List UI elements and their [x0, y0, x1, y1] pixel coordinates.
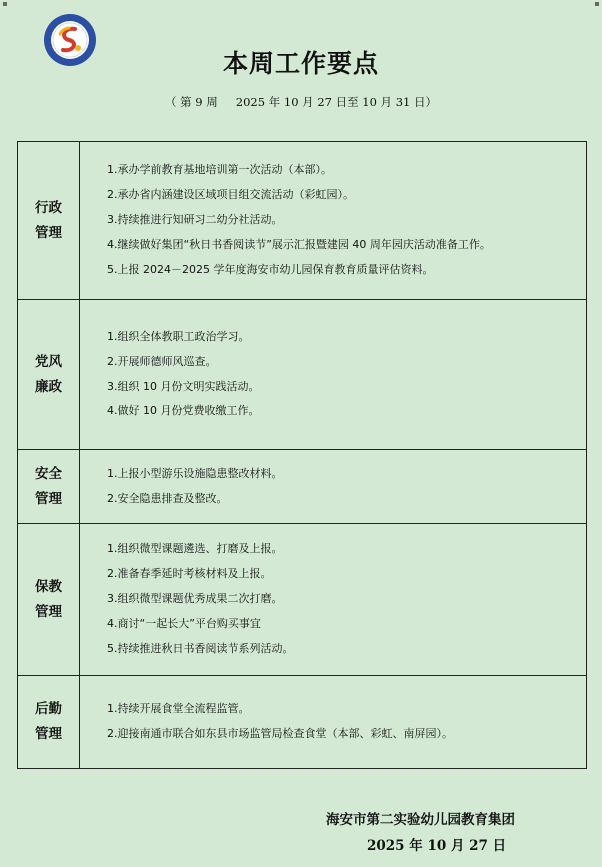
category-line: 廉政	[35, 378, 62, 395]
plan-item: 5.上报 2024－2025 学年度海安市幼儿园保育教育质量评估资料。	[107, 262, 434, 276]
plan-item: 2.承办省内涵建设区域项目组交流活动（彩虹园）。	[107, 188, 354, 202]
plan-item: 2.准备春季延时考核材料及上报。	[107, 567, 272, 581]
items-cell	[80, 676, 587, 769]
category-line: 管理	[35, 726, 62, 742]
plan-item: 1.持续开展食堂全流程监管。	[107, 702, 250, 716]
corner-mark-left	[3, 2, 7, 6]
plan-row	[18, 300, 587, 450]
plan-item: 1.上报小型游乐设施隐患整改材料。	[107, 466, 283, 480]
plan-item: 1.承办学前教育基地培训第一次活动（本部）。	[107, 163, 332, 177]
plan-row	[18, 450, 587, 524]
week-label: （ 第 9 周	[165, 95, 218, 109]
plan-row	[18, 524, 587, 676]
items-cell	[80, 524, 587, 676]
category-line: 行政	[35, 199, 62, 216]
week-subtitle	[0, 94, 602, 110]
category-line: 后勤	[35, 701, 62, 717]
category-cell	[18, 300, 80, 450]
plan-row	[18, 676, 587, 769]
work-plan-table	[17, 141, 587, 769]
category-cell	[18, 450, 80, 524]
plan-item: 4.做好 10 月份党费收缴工作。	[107, 404, 260, 418]
category-line: 管理	[35, 490, 62, 507]
page-title: 本周工作要点	[222, 49, 379, 78]
plan-item: 2.安全隐患排查及整改。	[107, 491, 228, 505]
plan-item: 4.继续做好集团“秋日书香阅读节”展示汇报暨建园 40 周年园庆活动准备工作。	[107, 237, 491, 251]
category-line: 党风	[35, 353, 62, 370]
items-cell	[80, 142, 587, 300]
corner-mark-right	[595, 2, 599, 6]
plan-item: 1.组织微型课题遴选、打磨及上报。	[107, 542, 283, 556]
items-cell	[80, 300, 587, 450]
category-line: 管理	[35, 603, 62, 620]
plan-item: 5.持续推进秋日书香阅读节系列活动。	[107, 641, 294, 655]
plan-row	[18, 142, 587, 300]
plan-item: 1.组织全体教职工政治学习。	[107, 329, 250, 343]
category-line: 安全	[35, 465, 62, 482]
category-cell	[18, 676, 80, 769]
items-cell	[80, 450, 587, 524]
plan-item: 2.迎接南通市联合如东县市场监管局检查食堂（本部、彩虹、南屏园）。	[107, 727, 453, 740]
plan-item: 3.持续推进行知研习二幼分社活动。	[107, 213, 283, 227]
footer-organization: 海安市第二实验幼儿园教育集团	[326, 812, 515, 828]
footer-date: 2025 年 10 月 27 日	[367, 838, 507, 854]
plan-item: 4.商讨“一起长大”平台购买事宜	[107, 616, 261, 630]
category-cell	[18, 142, 80, 300]
category-line: 管理	[35, 224, 62, 241]
plan-item: 2.开展师德师风巡查。	[107, 354, 217, 368]
category-line: 保教	[35, 578, 62, 595]
category-cell	[18, 524, 80, 676]
plan-item: 3.组织微型课题优秀成果二次打磨。	[107, 592, 283, 606]
date-range: 2025 年 10 月 27 日至 10 月 31 日）	[235, 95, 437, 109]
plan-item: 3.组织 10 月份文明实践活动。	[107, 379, 260, 393]
